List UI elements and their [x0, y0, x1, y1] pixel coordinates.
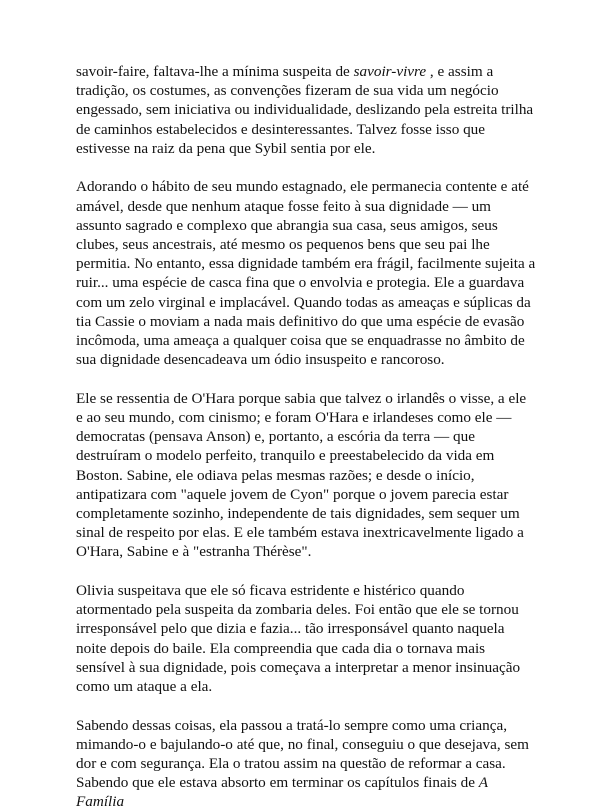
paragraph-3 — [76, 389, 536, 562]
paragraph-text: Sabendo dessas coisas, ela passou a tratá-lo sempre como uma criança, mimando-o e bajulando-o até que, no final, conseguiu o que desejava, sem dor e com segurança. Ela o tratou assim na questão de reformar a casa. Sabendo que ele estava absorto em terminar os capítulos finais de — [76, 716, 529, 792]
paragraph-5 — [76, 716, 536, 812]
paragraph-text: Olivia suspeitava que ele só ficava estridente e histérico quando atormentado pela suspeita da zombaria deles. Foi então que ele se tornou irresponsável pelo que dizia e fazia... tão irresponsável quanto naquela noite depois do baile. Ela compreendia que cada dia o tornava mais sensível à sua dignidade, pois começava a interpretar a menor insinuação como um ataque a ela. — [76, 582, 521, 696]
paragraph-4 — [76, 581, 536, 696]
paragraph-text: , e assim a tradição, os costumes, as convenções fizeram de sua vida um negócio engessado, sem iniciativa ou individualidade, deslizando pela estreita trilha de caminhos estabelecidos e desinteressantes. Talvez fosse isso que estivesse na raiz da pena que Sybil sentia por ele. — [76, 63, 534, 157]
paragraph-1 — [76, 62, 536, 158]
italic-text: A Família — [76, 774, 488, 811]
paragraph-text: Adorando o hábito de seu mundo estagnado, ele permanecia contente e até amável, desde que nenhum ataque fosse feito à sua dignidade — um assunto sagrado e complexo que abrangia sua casa, seus amigos, seus clubes, seus ancestrais, até mesmo os pequenos bens que seu pai lhe permitia. No entanto, essa dignidade também era frágil, facilmente sujeita a ruir... uma espécie de casca fina que o envolvia e protegia. Ele a guardava com um zelo virginal e implacável. Quando todas as ameaças e súplicas da tia Cassie o moviam a nada mais definitivo do que uma espécie de evasão incômoda, uma ameaça a qualquer coisa que se enquadrasse no âmbito de sua dignidade desencadeava um ódio insuspeito e rancoroso. — [76, 178, 536, 369]
paragraph-text: savoir-faire, faltava-lhe a mínima suspeita de — [76, 63, 354, 80]
paragraph-text: Ele se ressentia de O'Hara porque sabia que talvez o irlandês o visse, a ele e ao seu mundo, com cinismo; e foram O'Hara e irlandeses como ele — democratas (pensava Anson) e, portanto, a escória da terra — que destruíram o modelo perfeito, tranquilo e preestabelecido da vida em Boston. Sabine, ele odiava pelas mesmas razões; e desde o início, antipatizara com "aquele jovem de Cyon" porque o jovem parecia estar completamente sozinho, independente de tais dignidades, sem sequer um sinal de respeito por elas. E ele também estava inextricavelmente ligado a O'Hara, Sabine e à "estranha Thérèse". — [76, 389, 527, 561]
paragraph-2 — [76, 177, 536, 369]
document-page — [76, 62, 536, 812]
italic-text: savoir-vivre — [353, 63, 427, 80]
